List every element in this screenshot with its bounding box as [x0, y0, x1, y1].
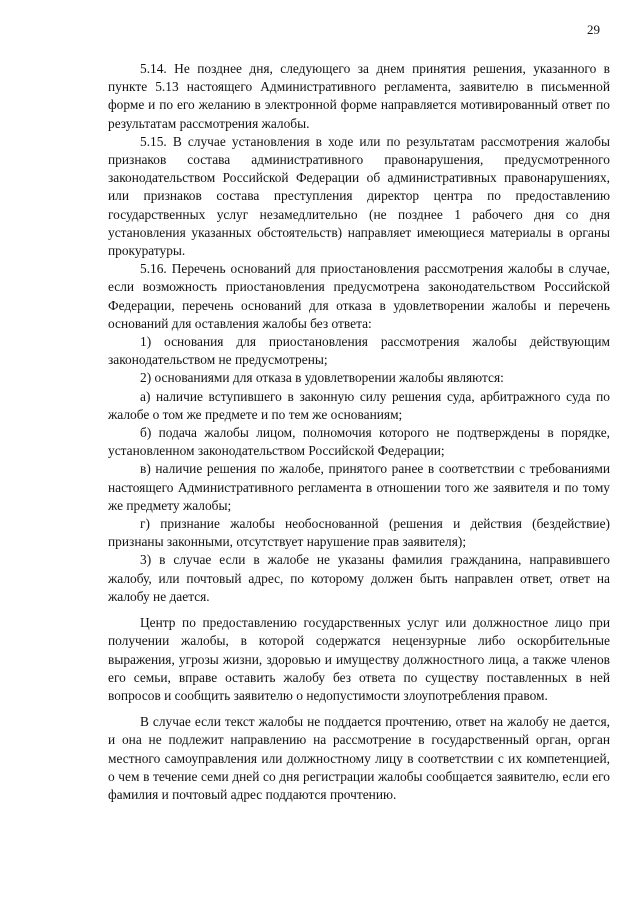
- paragraph-unreadable-complaint: В случае если текст жалобы не поддается прочтению, ответ на жалобу не дается, и она не подлежит направлению на рассмотрение в государственный орган, орган местного самоуправления или должностному лицу в соответствии с их компетенцией, о чем в течение семи дней со дня регистрации жалобы сообщается заявителю, если его фамилия и почтовый адрес поддаются прочтению.: [108, 714, 610, 802]
- list-item-3: 3) в случае если в жалобе не указаны фамилия гражданина, направившего жалобу, или почтовый адрес, по которому должен быть направлен ответ, ответ на жалобу не дается.: [108, 552, 610, 604]
- list-item-2a: а) наличие вступившего в законную силу решения суда, арбитражного суда по жалобе о том же предмете и по тем же основаниям;: [108, 388, 610, 422]
- list-item-2b: б) подача жалобы лицом, полномочия которого не подтверждены в порядке, установленном законодательством Российской Федерации;: [108, 425, 610, 459]
- paragraph-center-rights: Центр по предоставлению государственных услуг или должностное лицо при получении жалобы, в которой содержатся нецензурные либо оскорбительные выражения, угрозы жизни, здоровью и имуществу должностного лица, а также членов его семьи, вправе оставить жалобу без ответа по существу поставленных в ней вопросов и сообщить заявителю о недопустимости злоупотребления правом.: [108, 615, 610, 703]
- list-item-2: 2) основаниями для отказа в удовлетворении жалобы являются:: [140, 370, 504, 386]
- list-item-2v: в) наличие решения по жалобе, принятого ранее в соответствии с требованиями настоящего Административного регламента в отношении того же заявителя и по тому же предмету жалобы;: [108, 461, 610, 513]
- paragraph-5-16: 5.16. Перечень оснований для приостановления рассмотрения жалобы в случае, если возможность приостановления предусмотрена законодательством Российской Федерации, перечень оснований для отказа в удовлетворении жалобы и перечень оснований для оставления жалобы без ответа:: [108, 261, 610, 331]
- list-item-1: 1) основания для приостановления рассмотрения жалобы действующим законодательством не предусмотрены;: [108, 334, 610, 368]
- page-number: 29: [587, 22, 600, 37]
- list-item-2g: г) признание жалобы необоснованной (решения и действия (бездействие) признаны законными, отсутствует нарушение прав заявителя);: [108, 516, 610, 550]
- paragraph-5-15: 5.15. В случае установления в ходе или по результатам рассмотрения жалобы признаков состава административного правонарушения, предусмотренного законодательством Российской Федерации об административных правонарушениях, или признаков состава преступления директор центра по предоставлению государственных услуг незамедлительно (не позднее 1 рабочего дня со дня установления указанных обстоятельств) направляет имеющиеся материалы в органы прокуратуры.: [108, 133, 610, 259]
- paragraph-5-14: 5.14. Не позднее дня, следующего за днем принятия решения, указанного в пункте 5.13 настоящего Административного регламента, заявителю в письменной форме и по его желанию в электронной форме направляется мотивированный ответ по результатам рассмотрения жалобы.: [108, 61, 610, 131]
- document-body: [108, 60, 610, 804]
